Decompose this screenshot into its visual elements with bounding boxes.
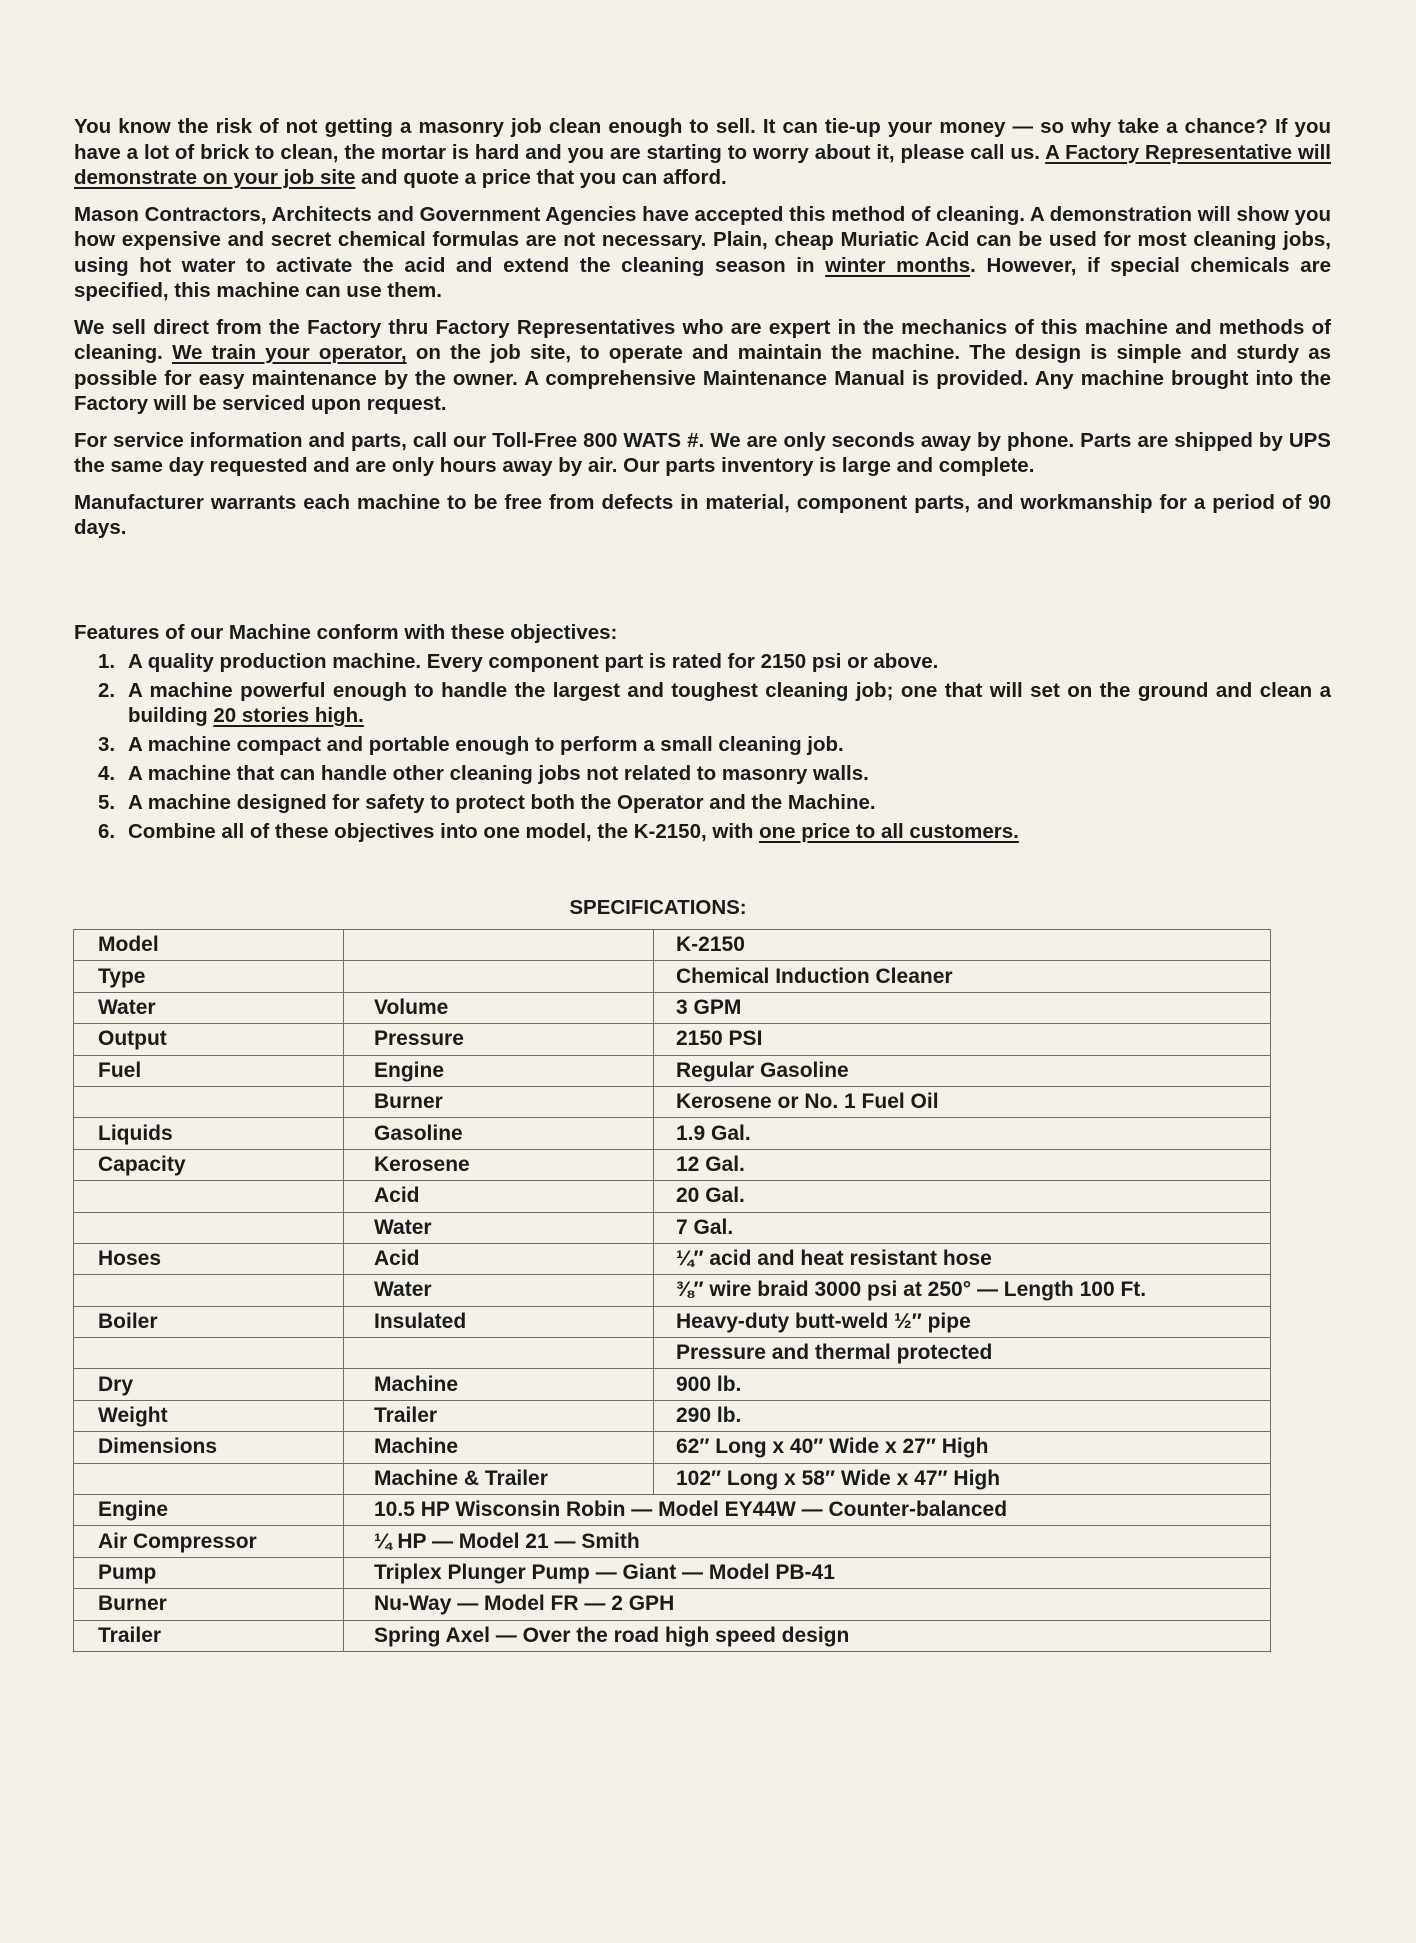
feature-text: A quality production machine. Every component part is rated for 2150 psi or above.	[128, 650, 939, 673]
spec-row	[74, 1557, 1271, 1588]
spec-value: 62″ Long x 40″ Wide x 27″ High	[654, 1432, 1271, 1463]
feature-text: A machine compact and portable enough to perform a small cleaning job.	[128, 733, 844, 756]
spec-category: Type	[74, 961, 344, 992]
spec-category: Model	[74, 930, 344, 961]
paragraph-5: Manufacturer warrants each machine to be free from defects in material, component parts, and workmanship for a period of 90 days.	[74, 490, 1331, 539]
spec-row	[74, 1212, 1271, 1243]
spec-row	[74, 992, 1271, 1023]
spec-value: ⅜″ wire braid 3000 psi at 250° — Length 100 Ft.	[654, 1275, 1271, 1306]
spec-item: Water	[344, 1212, 654, 1243]
features-heading: Features of our Machine conform with these objectives:	[74, 621, 618, 644]
spec-category: Hoses	[74, 1243, 344, 1274]
spec-category	[74, 1275, 344, 1306]
spec-category: Water	[74, 992, 344, 1023]
spec-value: ¼ HP — Model 21 — Smith	[344, 1526, 1271, 1557]
spec-value: 10.5 HP Wisconsin Robin — Model EY44W — Counter-balanced	[344, 1495, 1271, 1526]
feature-number: 1.	[98, 650, 116, 673]
spec-row	[74, 1275, 1271, 1306]
spec-value: 20 Gal.	[654, 1181, 1271, 1212]
spec-value: Heavy-duty butt-weld ½″ pipe	[654, 1306, 1271, 1337]
spec-category: Engine	[74, 1495, 344, 1526]
spec-row	[74, 961, 1271, 992]
spec-item	[344, 1338, 654, 1369]
feature-item	[74, 649, 1331, 674]
paragraph-3: We sell direct from the Factory thru Factory Representatives who are expert in the mechanics of this machine and methods of cleaning. We train your operator, on the job site, to operate and maintain the machine. The design is simple and sturdy as possible for easy maintenance by the owner. A comprehensive Maintenance Manual is provided. Any machine brought into the Factory will be serviced upon request.	[74, 315, 1331, 415]
spec-category	[74, 1086, 344, 1117]
spec-row	[74, 1369, 1271, 1400]
spec-value: 290 lb.	[654, 1400, 1271, 1431]
spec-item: Machine	[344, 1432, 654, 1463]
spec-value: Pressure and thermal protected	[654, 1338, 1271, 1369]
spec-item: Burner	[344, 1086, 654, 1117]
spec-value: Kerosene or No. 1 Fuel Oil	[654, 1086, 1271, 1117]
spec-row	[74, 1589, 1271, 1620]
spec-row	[74, 1243, 1271, 1274]
spec-row	[74, 1306, 1271, 1337]
spec-item: Machine & Trailer	[344, 1463, 654, 1494]
spec-category	[74, 1463, 344, 1494]
spec-category: Fuel	[74, 1055, 344, 1086]
spec-item: Engine	[344, 1055, 654, 1086]
spec-item: Trailer	[344, 1400, 654, 1431]
feature-number: 6.	[98, 820, 116, 843]
specifications-table	[73, 929, 1271, 1652]
spec-category: Dry	[74, 1369, 344, 1400]
spec-row	[74, 1495, 1271, 1526]
spec-value: K-2150	[654, 930, 1271, 961]
specifications-title: SPECIFICATIONS:	[569, 896, 747, 919]
spec-item: Water	[344, 1275, 654, 1306]
spec-row	[74, 1181, 1271, 1212]
spec-item: Volume	[344, 992, 654, 1023]
spec-row	[74, 1432, 1271, 1463]
spec-item	[344, 930, 654, 961]
spec-category: Dimensions	[74, 1432, 344, 1463]
feature-item	[74, 678, 1331, 728]
spec-value: 7 Gal.	[654, 1212, 1271, 1243]
paragraph-4: For service information and parts, call our Toll-Free 800 WATS #. We are only seconds away by phone. Parts are shipped by UPS the same day requested and are only hours away by air. Our parts inventory is large and complete.	[74, 428, 1331, 477]
spec-category: Capacity	[74, 1149, 344, 1180]
spec-category: Trailer	[74, 1620, 344, 1651]
feature-number: 5.	[98, 791, 116, 814]
spec-value: Chemical Induction Cleaner	[654, 961, 1271, 992]
spec-value: 1.9 Gal.	[654, 1118, 1271, 1149]
intro-text	[74, 114, 1331, 552]
feature-item	[74, 761, 1331, 786]
paragraph-2: Mason Contractors, Architects and Government Agencies have accepted this method of cleaning. A demonstration will show you how expensive and secret chemical formulas are not necessary. Plain, cheap Muriatic Acid can be used for most cleaning jobs, using hot water to activate the acid and extend the cleaning season in winter months. However, if special chemicals are specified, this machine can use them.	[74, 202, 1331, 302]
spec-category: Weight	[74, 1400, 344, 1431]
spec-item: Gasoline	[344, 1118, 654, 1149]
feature-text: A machine powerful enough to handle the largest and toughest cleaning job; one that will set on the ground and clean a building 20 stories high.	[128, 679, 1331, 727]
spec-value: Regular Gasoline	[654, 1055, 1271, 1086]
feature-text: Combine all of these objectives into one model, the K-2150, with one price to all customers.	[128, 820, 1019, 843]
spec-category	[74, 1212, 344, 1243]
feature-item	[74, 732, 1331, 757]
spec-item: Machine	[344, 1369, 654, 1400]
feature-number: 4.	[98, 762, 116, 785]
spec-row	[74, 1620, 1271, 1651]
spec-item	[344, 961, 654, 992]
spec-row	[74, 1118, 1271, 1149]
spec-item: Acid	[344, 1243, 654, 1274]
spec-row	[74, 1463, 1271, 1494]
spec-value: ¼″ acid and heat resistant hose	[654, 1243, 1271, 1274]
feature-item	[74, 790, 1331, 815]
spec-value: Triplex Plunger Pump — Giant — Model PB-41	[344, 1557, 1271, 1588]
spec-category: Output	[74, 1024, 344, 1055]
spec-category: Liquids	[74, 1118, 344, 1149]
features-list	[74, 649, 1331, 844]
spec-category	[74, 1338, 344, 1369]
feature-text: A machine designed for safety to protect both the Operator and the Machine.	[128, 791, 876, 814]
paragraph-1: You know the risk of not getting a masonry job clean enough to sell. It can tie-up your money — so why take a chance? If you have a lot of brick to clean, the mortar is hard and you are starting to worry about it, please call us. A Factory Representative will demonstrate on your job site and quote a price that you can afford.	[74, 115, 1331, 189]
spec-item: Kerosene	[344, 1149, 654, 1180]
spec-row	[74, 1338, 1271, 1369]
feature-item	[74, 819, 1331, 844]
features-section	[74, 620, 1331, 848]
spec-row	[74, 1149, 1271, 1180]
spec-item: Pressure	[344, 1024, 654, 1055]
spec-item: Insulated	[344, 1306, 654, 1337]
spec-value: 3 GPM	[654, 992, 1271, 1023]
feature-number: 3.	[98, 733, 116, 756]
spec-row	[74, 1055, 1271, 1086]
spec-category: Air Compressor	[74, 1526, 344, 1557]
spec-category: Boiler	[74, 1306, 344, 1337]
spec-value: 2150 PSI	[654, 1024, 1271, 1055]
spec-row	[74, 930, 1271, 961]
spec-category	[74, 1181, 344, 1212]
spec-row	[74, 1400, 1271, 1431]
spec-value: 900 lb.	[654, 1369, 1271, 1400]
spec-item: Acid	[344, 1181, 654, 1212]
spec-value: 12 Gal.	[654, 1149, 1271, 1180]
spec-row	[74, 1024, 1271, 1055]
feature-text: A machine that can handle other cleaning jobs not related to masonry walls.	[128, 762, 869, 785]
spec-value: Nu-Way — Model FR — 2 GPH	[344, 1589, 1271, 1620]
spec-category: Pump	[74, 1557, 344, 1588]
spec-row	[74, 1086, 1271, 1117]
spec-row	[74, 1526, 1271, 1557]
spec-value: 102″ Long x 58″ Wide x 47″ High	[654, 1463, 1271, 1494]
feature-number: 2.	[98, 679, 116, 702]
spec-category: Burner	[74, 1589, 344, 1620]
spec-value: Spring Axel — Over the road high speed design	[344, 1620, 1271, 1651]
